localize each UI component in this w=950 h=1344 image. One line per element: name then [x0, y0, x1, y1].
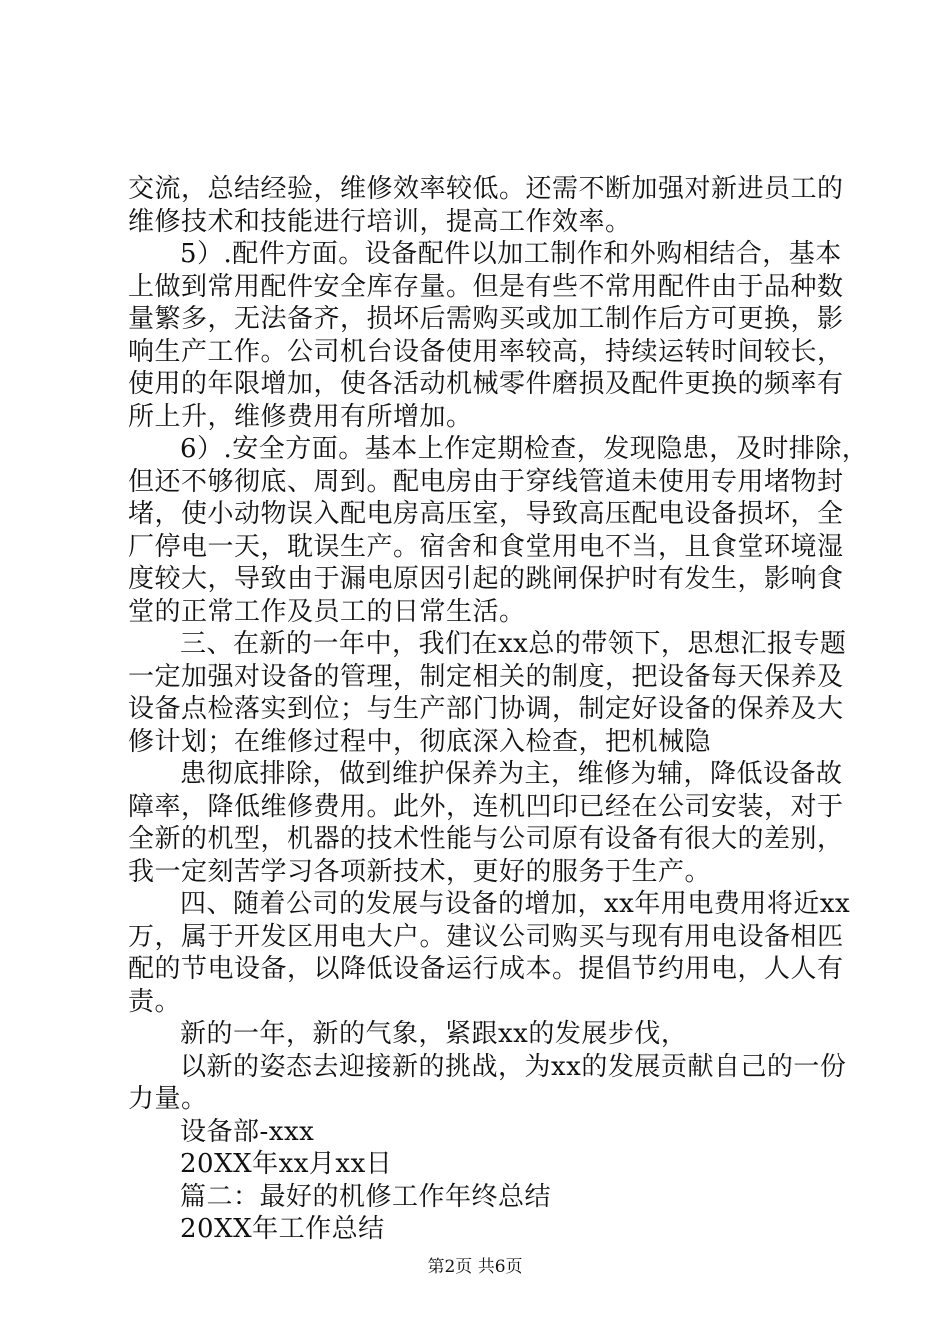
text-line: 四、随着公司的发展与设备的增加，xx年用电费用将近xx	[180, 889, 851, 919]
text-line: 厂停电一天，耽误生产。宿舍和食堂用电不当，且食堂环境湿	[128, 531, 844, 562]
text-line: 力量。	[128, 1084, 208, 1114]
text-line: 三、在新的一年中，我们在xx总的带领下，思想汇报专题	[180, 629, 847, 659]
text-line: 患彻底排除，做到维护保养为主，维修为辅，降低设备故	[180, 759, 843, 789]
page-footer: 第2页 共6页	[427, 1257, 523, 1277]
text-line: 一定加强对设备的管理，制定相关的制度，把设备每天保养及	[128, 661, 844, 692]
text-line: 全新的机型，机器的技术性能与公司原有设备有很大的差别，	[128, 824, 844, 854]
text-line: 量繁多，无法备齐，损坏后需购买或加工制作后方可更换，影	[128, 304, 844, 334]
text-line: 设备部-xxx	[180, 1116, 315, 1147]
text-line: 5）.配件方面。设备配件以加工制作和外购相结合，基本	[180, 239, 842, 269]
text-line: 堵，使小动物误入配电房高压室，导致高压配电设备损坏，全	[128, 499, 844, 529]
text-line: 维修技术和技能进行培训，提高工作效率。	[128, 206, 632, 237]
text-line: 障率，降低维修费用。此外，连机凹印已经在公司安装，对于	[128, 791, 844, 822]
text-line: 万，属于开发区用电大户。建议公司购买与现有用电设备相匹	[128, 921, 844, 952]
text-line: 篇二：最好的机修工作年终总结	[180, 1181, 552, 1212]
text-line: 责。	[128, 986, 182, 1017]
text-line: 配的节电设备，以降低设备运行成本。提倡节约用电，人人有	[128, 954, 844, 984]
text-line: 6）.安全方面。基本上作定期检查，发现隐患，及时排除，	[180, 434, 869, 464]
text-line: 使用的年限增加，使各活动机械零件磨损及配件更换的频率有	[128, 369, 844, 399]
text-line: 以新的姿态去迎接新的挑战，为xx的发展贡献自己的一份	[180, 1051, 847, 1082]
text-line: 所上升，维修费用有所增加。	[128, 401, 473, 432]
text-line: 但还不够彻底、周到。配电房由于穿线管道未使用专用堵物封	[128, 466, 844, 497]
text-line: 度较大，导致由于漏电原因引起的跳闸保护时有发生，影响食	[128, 564, 844, 594]
text-line: 新的一年，新的气象，紧跟xx的发展步伐，	[180, 1019, 688, 1049]
text-line: 我一定刻苦学习各项新技术，更好的服务于生产。	[128, 856, 712, 887]
text-line: 响生产工作。公司机台设备使用率较高，持续运转时间较长，	[128, 336, 844, 367]
text-line: 20XX年工作总结	[180, 1214, 385, 1244]
text-line: 堂的正常工作及员工的日常生活。	[128, 596, 526, 627]
document-body	[128, 173, 869, 1246]
text-line: 上做到常用配件安全库存量。但是有些不常用配件由于品种数	[128, 271, 844, 302]
text-line: 修计划；在维修过程中，彻底深入检查，把机械隐	[128, 726, 712, 757]
text-line: 20XX年xx月xx日	[180, 1149, 393, 1179]
text-line: 设备点检落实到位；与生产部门协调，制定好设备的保养及大	[128, 694, 844, 724]
text-line: 交流，总结经验，维修效率较低。还需不断加强对新进员工的	[128, 174, 844, 204]
